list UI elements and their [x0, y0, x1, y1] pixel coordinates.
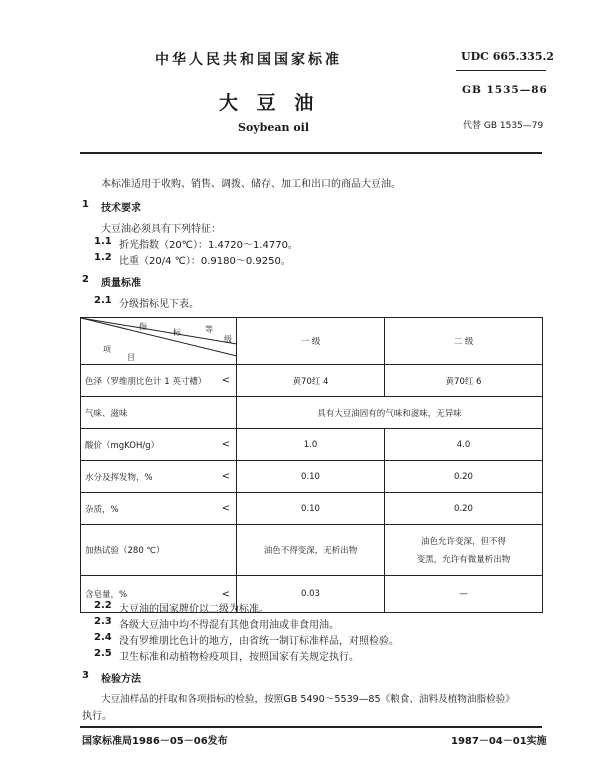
table-header-row — [81, 318, 543, 365]
corner-label-biao: 标 — [173, 328, 181, 337]
corner-label-deng: 等 — [205, 325, 213, 334]
english-title: Soybean oil — [238, 121, 310, 134]
section-2-number: 2 — [82, 274, 89, 285]
corner-label-ji: 级 — [224, 335, 232, 344]
less-than-sign: < — [221, 503, 230, 514]
grade-1-value: 油色不得变深，无析出物 — [237, 525, 385, 576]
item-1-2-text: 比重（20/4 ℃）：0.9180～0.9250。 — [119, 256, 291, 267]
national-standard-title: 中华人民共和国国家标准 — [155, 52, 342, 68]
grade-2-header: 二 级 — [385, 318, 543, 365]
table-row — [81, 525, 543, 576]
section-3-number: 3 — [82, 670, 89, 681]
row-item-label: 酸价（mgKOH/g） — [85, 440, 160, 451]
section-1-lead: 大豆油必须具有下列特征： — [101, 224, 221, 235]
grade-1-value: 0.10 — [237, 493, 385, 525]
note-2-5-number: 2.5 — [94, 648, 112, 659]
section-3-title: 检验方法 — [101, 674, 141, 685]
table-row — [81, 365, 543, 397]
grade-2-value: 黄70红 6 — [385, 365, 543, 397]
section-3-text-line-1: 大豆油样品的扦取和各项指标的检验，按照GB 5490～5539—85《粮食、油料及植物油脂检验》 — [101, 694, 515, 705]
less-than-sign: < — [221, 375, 230, 386]
corner-label-zhi: 指 — [139, 322, 147, 331]
header-rule — [80, 152, 542, 154]
grade-2-value: 0.20 — [385, 461, 543, 493]
udc-code: UDC 665.335.2 — [461, 50, 554, 63]
note-2-5-text: 卫生标准和动植物检疫项目，按照国家有关规定执行。 — [119, 652, 359, 663]
scope-paragraph: 本标准适用于收购、销售、调拨、储存、加工和出口的商品大豆油。 — [101, 179, 401, 190]
note-2-4-number: 2.4 — [94, 632, 112, 643]
table-row — [81, 493, 543, 525]
item-1-1-text: 折光指数（20℃）：1.4720～1.4770。 — [119, 240, 298, 251]
less-than-sign: < — [221, 588, 230, 600]
grade-2-value-line-1: 油色允许变深，但不得 — [420, 537, 506, 547]
row-item-label: 气味、滋味 — [85, 408, 128, 419]
grading-table — [80, 317, 543, 613]
footer-rule — [80, 726, 542, 728]
corner-label-mu: 目 — [127, 353, 135, 362]
section-2-title: 质量标准 — [101, 278, 141, 289]
note-2-3-number: 2.3 — [94, 616, 112, 627]
effective-date: 1987－04－01实施 — [451, 736, 547, 747]
corner-label-xiang: 项 — [103, 345, 111, 354]
note-2-3-text: 各级大豆油中均不得混有其他食用油或非食用油。 — [119, 620, 339, 631]
grade-1-value: 1.0 — [237, 429, 385, 461]
note-2-2-text: 大豆油的国家牌价以二级为标准。 — [119, 604, 269, 615]
table-row — [81, 429, 543, 461]
diagonal-lines — [81, 318, 237, 364]
item-1-2-number: 1.2 — [94, 252, 112, 263]
less-than-sign: < — [221, 439, 230, 450]
row-item-label: 加热试验（280 ℃） — [85, 546, 165, 556]
grade-2-value: 4.0 — [385, 429, 543, 461]
row-item-label: 杂质，% — [85, 504, 119, 515]
gb-number: GB 1535—86 — [462, 84, 548, 96]
replaces-note: 代替 GB 1535—79 — [463, 121, 544, 131]
grade-2-value: 0.20 — [385, 493, 543, 525]
row-item-label: 水分及挥发物，% — [85, 472, 153, 483]
item-2-1-number: 2.1 — [94, 295, 112, 306]
note-2-2-number: 2.2 — [94, 600, 112, 611]
grade-1-value: 0.10 — [237, 461, 385, 493]
less-than-sign: < — [221, 471, 230, 482]
note-2-4-text: 没有罗维朋比色计的地方，由省统一制订标准样品，对照检验。 — [119, 636, 399, 647]
grade-2-value-line-2: 变黑，允许有微量析出物 — [416, 555, 511, 565]
row-item-label: 含皂量，% — [85, 590, 128, 600]
issue-date: 国家标准局1986－05－06发布 — [82, 736, 228, 747]
udc-underline — [456, 70, 546, 71]
document-title: 大 豆 油 — [219, 92, 320, 114]
section-1-number: 1 — [82, 199, 89, 210]
table-row — [81, 397, 543, 429]
grade-2-value: — — [385, 576, 543, 613]
item-2-1-text: 分级指标见下表。 — [119, 299, 199, 310]
grade-2-value — [385, 525, 543, 576]
section-1-title: 技术要求 — [101, 203, 141, 214]
grade-1-header: 一 级 — [237, 318, 385, 365]
diagonal-header-cell — [81, 318, 237, 365]
row-item-label: 色泽（罗维朋比色计 1 英寸槽） — [85, 376, 207, 387]
item-1-1-number: 1.1 — [94, 236, 112, 247]
merged-value: 具有大豆油固有的气味和滋味，无异味 — [237, 397, 543, 429]
section-3-text-line-2: 执行。 — [82, 711, 112, 722]
grade-1-value: 黄70红 4 — [237, 365, 385, 397]
table-row — [81, 461, 543, 493]
grade-1-value: 0.03 — [237, 576, 385, 613]
